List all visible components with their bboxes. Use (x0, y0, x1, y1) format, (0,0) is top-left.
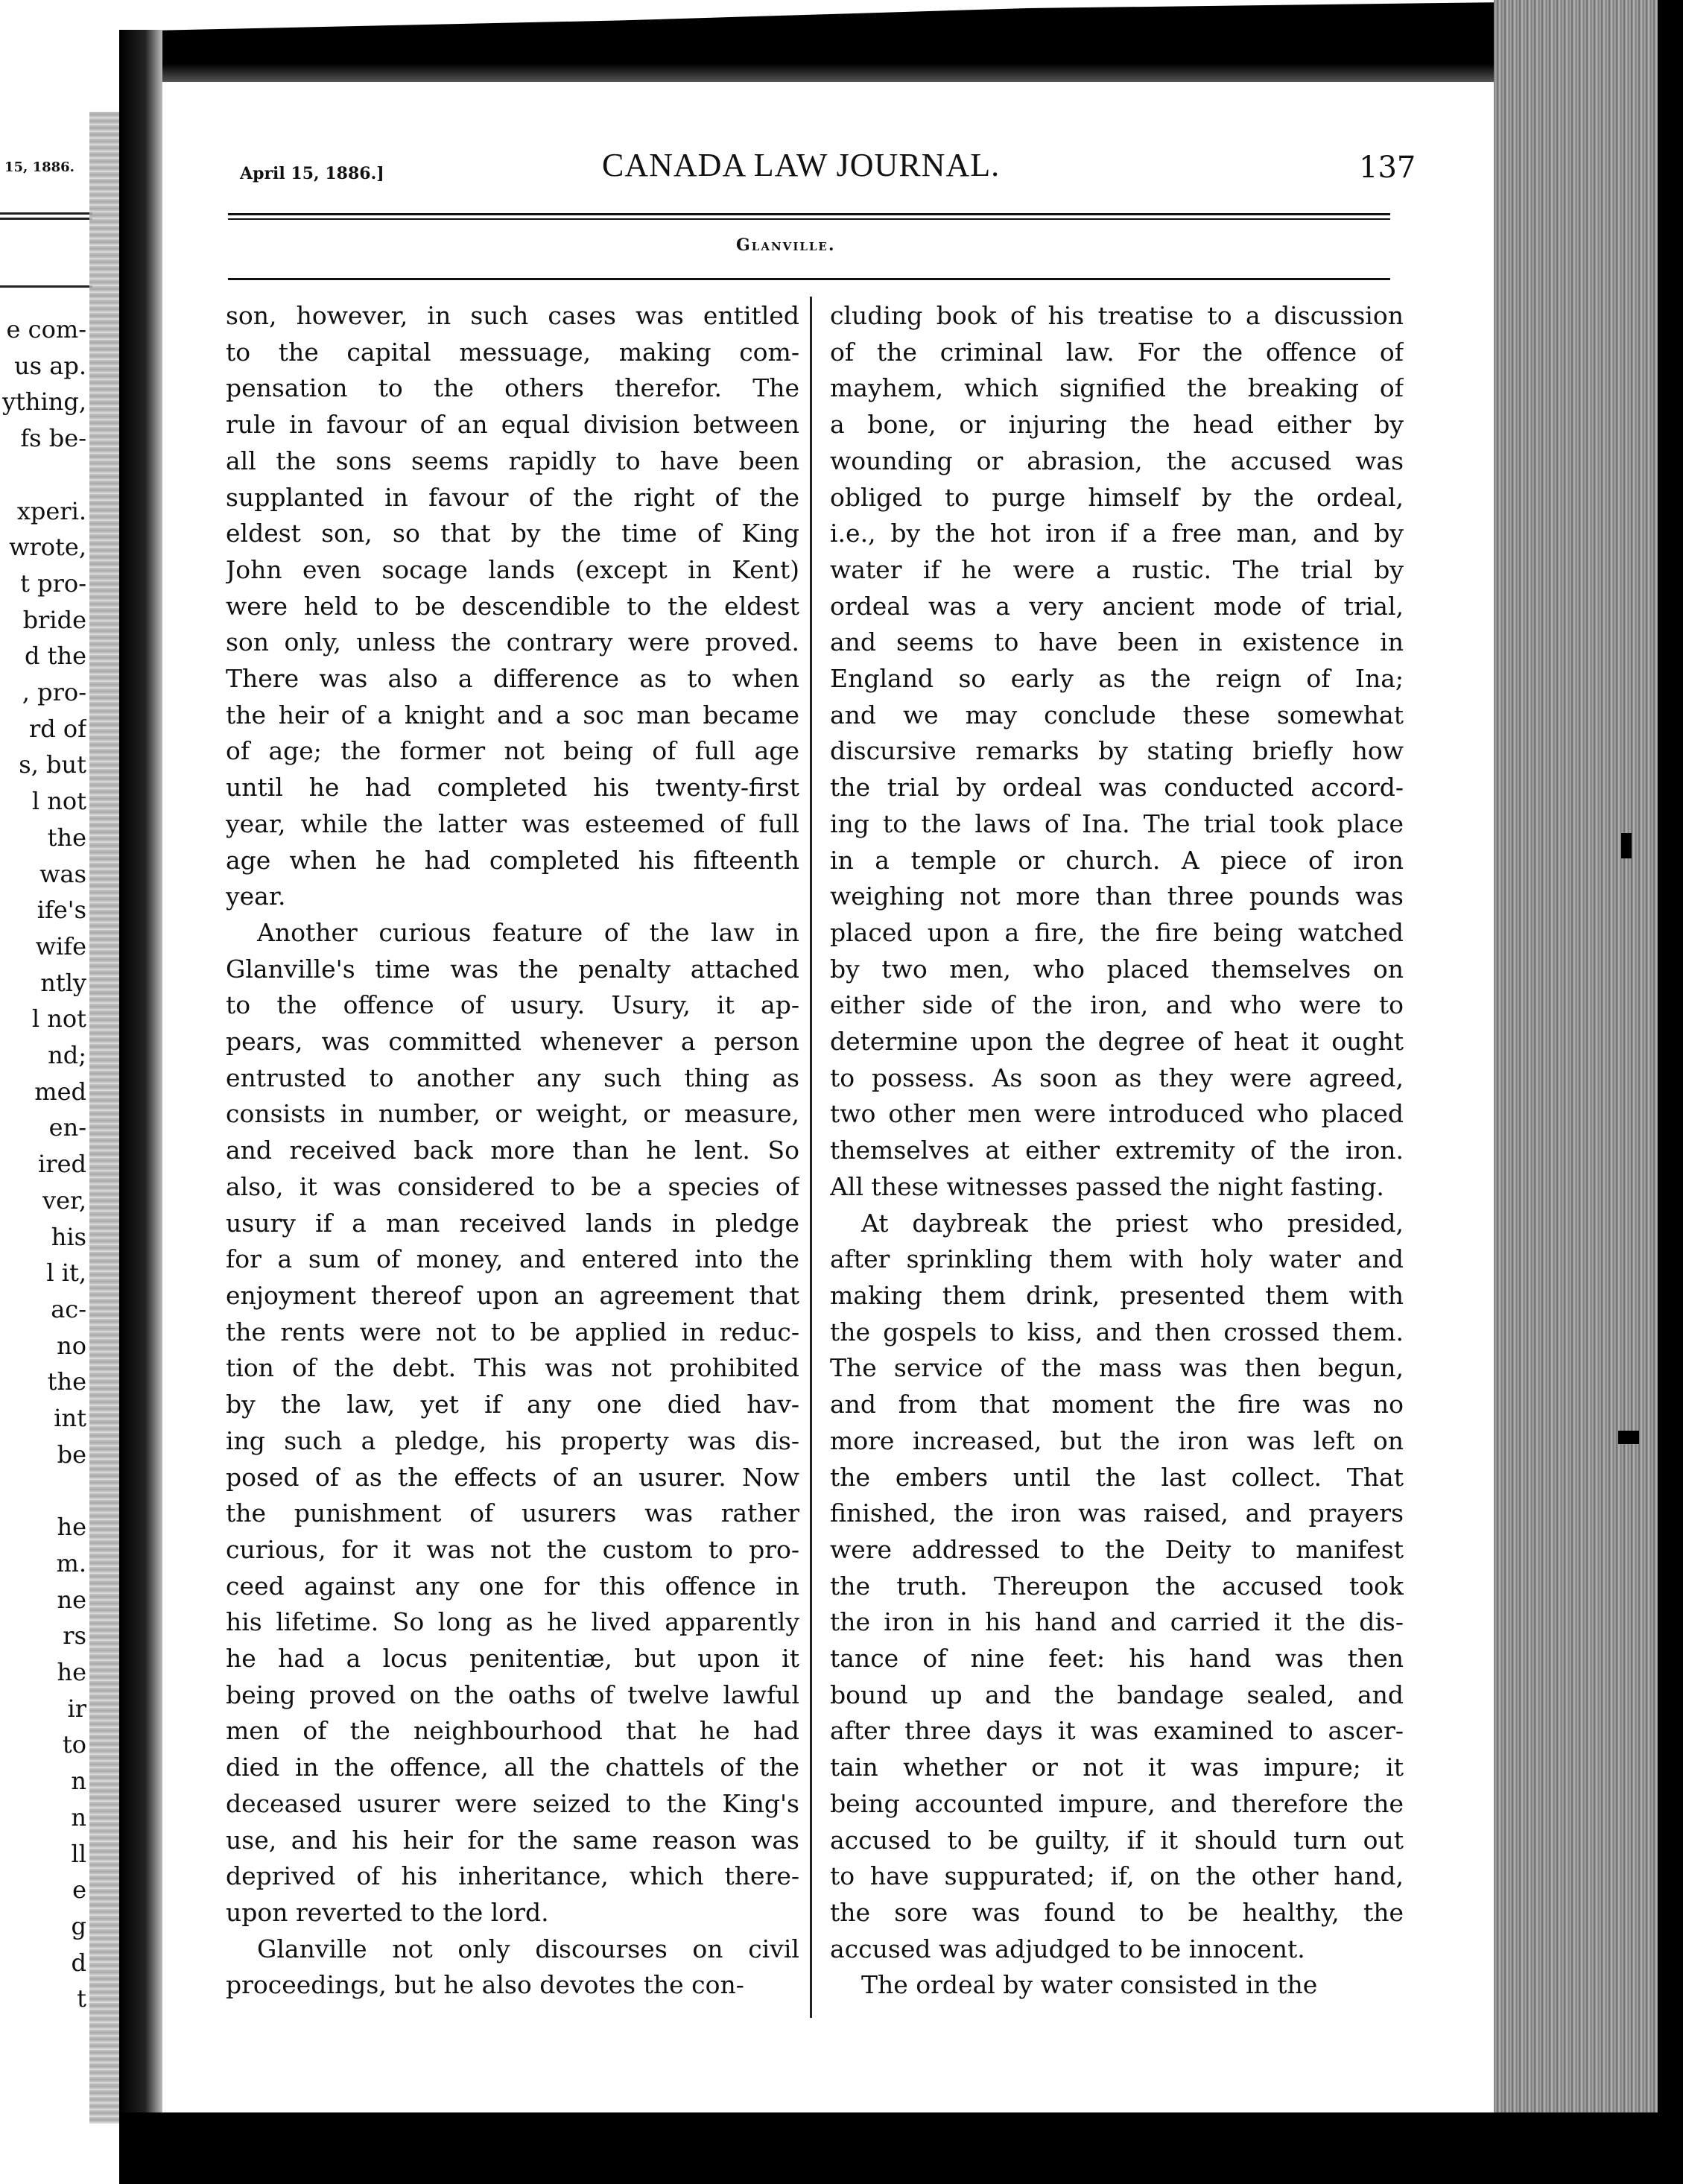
fragment-line: no (57, 1331, 86, 1360)
text-line: Glanville not only discourses on civil (257, 1934, 799, 1963)
text-line: the trial by ordeal was conducted accord- (830, 773, 1404, 803)
fragment-line: ife's (37, 896, 86, 925)
fragment-line: int (54, 1404, 86, 1433)
text-line: either side of the iron, and who were to (830, 990, 1404, 1020)
text-line: were addressed to the Deity to manifest (830, 1534, 1404, 1564)
text-line: a bone, or injuring the head either by (830, 410, 1404, 440)
text-line: in a temple or church. A piece of iron (830, 845, 1404, 875)
journal-title: CANADA LAW JOURNAL. (602, 147, 1001, 183)
fragment-line: t pro- (20, 569, 86, 598)
fragment-line: be (57, 1440, 86, 1469)
text-line: the iron in his hand and carried it the dis- (830, 1607, 1404, 1637)
text-line: tance of nine feet: his hand was then (830, 1644, 1404, 1674)
fragment-line: l not (31, 787, 86, 816)
fragment-line: xperi. (16, 496, 86, 525)
text-line: making them drink, presented them with (830, 1280, 1404, 1310)
text-line: pears, was committed whenever a person (226, 1027, 799, 1057)
text-line: finished, the iron was raised, and prayers (830, 1498, 1404, 1528)
text-line: Glanville's time was the penalty attached (226, 954, 799, 984)
previous-page-header: 15, 1886. (4, 159, 75, 175)
fragment-line (0, 457, 86, 493)
text-line: age when he had completed his fifteenth (226, 845, 799, 875)
fragment-line (0, 1473, 86, 1510)
text-line: men of the neighbourhood that he had (226, 1716, 799, 1746)
text-line: i.e., by the hot iron if a free man, and by (830, 519, 1404, 548)
section-rule (228, 278, 1390, 280)
text-line: posed of as the effects of an usurer. Now (226, 1462, 799, 1492)
scan-border-right (1494, 0, 1683, 2184)
text-line: tion of the debt. This was not prohibited (226, 1353, 799, 1383)
page-tab-mark (1621, 833, 1632, 858)
text-line: consists in number, or weight, or measure, (226, 1099, 799, 1129)
text-line: for a sum of money, and entered into the (226, 1244, 799, 1274)
text-line: son only, unless the contrary were proved. (226, 627, 799, 657)
text-line: the gospels to kiss, and then crossed them. (830, 1317, 1404, 1346)
text-line: There was also a difference as to when (226, 664, 799, 694)
text-line: The service of the mass was then begun, (830, 1353, 1404, 1383)
text-line: entrusted to another any such thing as (226, 1063, 799, 1092)
previous-page-fragment (0, 0, 119, 2184)
text-line: All these witnesses passed the night fasting. (830, 1171, 1384, 1201)
fragment-line: en- (48, 1113, 86, 1142)
text-line: placed upon a fire, the fire being watched (830, 917, 1404, 947)
fragment-line: l it, (46, 1259, 86, 1288)
text-line: use, and his heir for the same reason was (226, 1825, 799, 1855)
text-line: curious, for it was not the custom to pro- (226, 1534, 799, 1564)
text-line: year. (226, 881, 286, 911)
text-line: more increased, but the iron was left on (830, 1425, 1404, 1455)
text-line: mayhem, which signified the breaking of (830, 373, 1404, 403)
text-line: his lifetime. So long as he lived apparently (226, 1607, 799, 1637)
text-line: after sprinkling them with holy water and (830, 1244, 1404, 1274)
fragment-line: wife (35, 931, 86, 960)
text-line: the punishment of usurers was rather (226, 1498, 799, 1528)
fragment-line: was (39, 859, 86, 888)
text-line: and seems to have been in existence in (830, 627, 1404, 657)
text-line: year, while the latter was esteemed of full (226, 808, 799, 838)
header-rule (228, 213, 1390, 215)
text-line: weighing not more than three pounds was (830, 881, 1404, 911)
scan-border-left (119, 30, 162, 2116)
text-line: John even socage lands (except in Kent) (226, 554, 799, 584)
header-rule (228, 218, 1390, 220)
text-line: deceased usurer were seized to the King's (226, 1788, 799, 1818)
fragment-line: med (34, 1077, 86, 1106)
text-line: the rents were not to be applied in reduc- (226, 1317, 799, 1346)
right-column (830, 298, 1404, 2004)
text-line: At daybreak the priest who presided, (861, 1208, 1404, 1238)
text-line: and from that moment the fire was no (830, 1390, 1404, 1419)
text-line: wounding or abrasion, the accused was (830, 446, 1404, 475)
previous-page-edge (89, 112, 119, 2124)
text-line: determine upon the degree of heat it ought (830, 1027, 1404, 1057)
fragment-line: e com- (6, 315, 86, 344)
fragment-line: rs (63, 1621, 86, 1650)
text-line: supplanted in favour of the right of the (226, 482, 799, 512)
header-date: April 15, 1886.] (240, 164, 384, 183)
text-line: ordeal was a very ancient mode of trial, (830, 591, 1404, 621)
text-line: deprived of his inheritance, which there- (226, 1861, 799, 1891)
fragment-line: the (47, 823, 86, 852)
previous-page-rule (0, 218, 92, 220)
fragment-line: , pro- (22, 678, 86, 707)
text-line: also, it was considered to be a species of (226, 1171, 799, 1201)
text-line: the heir of a knight and a soc man became (226, 700, 799, 729)
page-tab-mark (1618, 1431, 1639, 1444)
text-line: upon reverted to the lord. (226, 1897, 549, 1927)
text-line: proceedings, but he also devotes the con- (226, 1970, 744, 2000)
fragment-line: ll (71, 1839, 86, 1868)
text-line: Another curious feature of the law in (257, 917, 799, 947)
fragment-line: t (77, 1984, 86, 2013)
text-line: obliged to purge himself by the ordeal, (830, 482, 1404, 512)
text-line: discursive remarks by stating briefly how (830, 736, 1404, 766)
fragment-line: he (57, 1513, 86, 1542)
scan-border-top (45, 0, 1683, 82)
text-line: the truth. Thereupon the accused took (830, 1571, 1404, 1601)
fragment-line: ir (67, 1694, 86, 1723)
text-line: accused was adjudged to be innocent. (830, 1934, 1305, 1963)
fragment-line: ntly (40, 968, 86, 997)
text-line: died in the offence, all the chattels of the (226, 1753, 799, 1782)
text-line: accused to be guilty, if it should turn out (830, 1825, 1404, 1855)
text-line: to the offence of usury. Usury, it ap- (226, 990, 799, 1020)
fragment-line: his (51, 1222, 86, 1251)
text-line: by two men, who placed themselves on (830, 954, 1404, 984)
text-line: to the capital messuage, making com- (226, 337, 799, 367)
previous-page-lines (0, 311, 86, 2017)
text-line: eldest son, so that by the time of King (226, 519, 799, 548)
fragment-line: e (72, 1876, 86, 1905)
fragment-line: he (57, 1658, 86, 1687)
text-line: being accounted impure, and therefore the (830, 1788, 1404, 1818)
fragment-line: nd; (48, 1041, 86, 1070)
text-line: son, however, in such cases was entitled (226, 301, 799, 330)
fragment-line: ac- (51, 1294, 86, 1323)
fragment-line: us ap. (14, 351, 86, 380)
text-line: the sore was found to be healthy, the (830, 1897, 1404, 1927)
text-line: cluding book of his treatise to a discussion (830, 301, 1404, 330)
scan-border-bottom (45, 2112, 1683, 2184)
text-line: to have suppurated; if, on the other hand, (830, 1861, 1404, 1891)
text-line: water if he were a rustic. The trial by (830, 554, 1404, 584)
fragment-line: g (71, 1911, 86, 1940)
text-line: The ordeal by water consisted in the (861, 1970, 1318, 2000)
text-line: to possess. As soon as they were agreed, (830, 1063, 1404, 1092)
text-line: of the criminal law. For the offence of (830, 337, 1404, 367)
scan-edge-right (1658, 0, 1683, 2184)
fragment-line: ver, (42, 1186, 86, 1215)
left-column (226, 298, 799, 2004)
text-line: tain whether or not it was impure; it (830, 1753, 1404, 1782)
text-line: rule in favour of an equal division between (226, 410, 799, 440)
text-line: ceed against any one for this offence in (226, 1571, 799, 1601)
fragment-line: fs be- (20, 424, 86, 453)
fragment-line: bride (22, 605, 86, 634)
previous-page-rule (0, 212, 92, 215)
text-line: by the law, yet if any one died hav- (226, 1390, 799, 1419)
fragment-line: d (71, 1948, 86, 1977)
column-divider (810, 297, 812, 2018)
section-title: Glanville. (736, 235, 836, 255)
text-line: England so early as the reign of Ina; (830, 664, 1404, 694)
text-line: bound up and the bandage sealed, and (830, 1680, 1404, 1709)
text-line: and we may conclude these somewhat (830, 700, 1404, 729)
previous-page-rule (0, 285, 92, 288)
text-line: and received back more than he lent. So (226, 1136, 799, 1165)
text-line: ing such a pledge, his property was dis- (226, 1425, 799, 1455)
fragment-line: wrote, (9, 533, 86, 562)
text-line: all the sons seems rapidly to have been (226, 446, 799, 475)
text-line: themselves at either extremity of the iron. (830, 1136, 1404, 1165)
fragment-line: ired (38, 1150, 86, 1179)
fragment-line: n (71, 1802, 86, 1832)
fragment-line: s, but (19, 750, 86, 779)
fragment-line: n (71, 1767, 86, 1796)
text-line: he had a locus penitentiæ, but upon it (226, 1644, 799, 1674)
text-line: were held to be descendible to the eldest (226, 591, 799, 621)
fragment-line: l not (31, 1004, 86, 1034)
text-line: pensation to the others therefor. The (226, 373, 799, 403)
text-line: after three days it was examined to ascer- (830, 1716, 1404, 1746)
text-line: the embers until the last collect. That (830, 1462, 1404, 1492)
fragment-line: m. (56, 1548, 86, 1577)
fragment-line: to (62, 1730, 86, 1759)
fragment-line: rd of (28, 714, 86, 743)
text-line: usury if a man received lands in pledge (226, 1208, 799, 1238)
text-line: being proved on the oaths of twelve lawful (226, 1680, 799, 1709)
fragment-line: ything, (1, 387, 86, 417)
fragment-line: the (47, 1367, 86, 1396)
fragment-line: d the (24, 642, 86, 671)
text-line: until he had completed his twenty-first (226, 773, 799, 803)
text-line: of age; the former not being of full age (226, 736, 799, 766)
fragment-line: ne (57, 1585, 86, 1614)
text-line: enjoyment thereof upon an agreement that (226, 1280, 799, 1310)
text-line: two other men were introduced who placed (830, 1099, 1404, 1129)
page-number: 137 (1359, 151, 1416, 185)
text-line: ing to the laws of Ina. The trial took place (830, 808, 1404, 838)
